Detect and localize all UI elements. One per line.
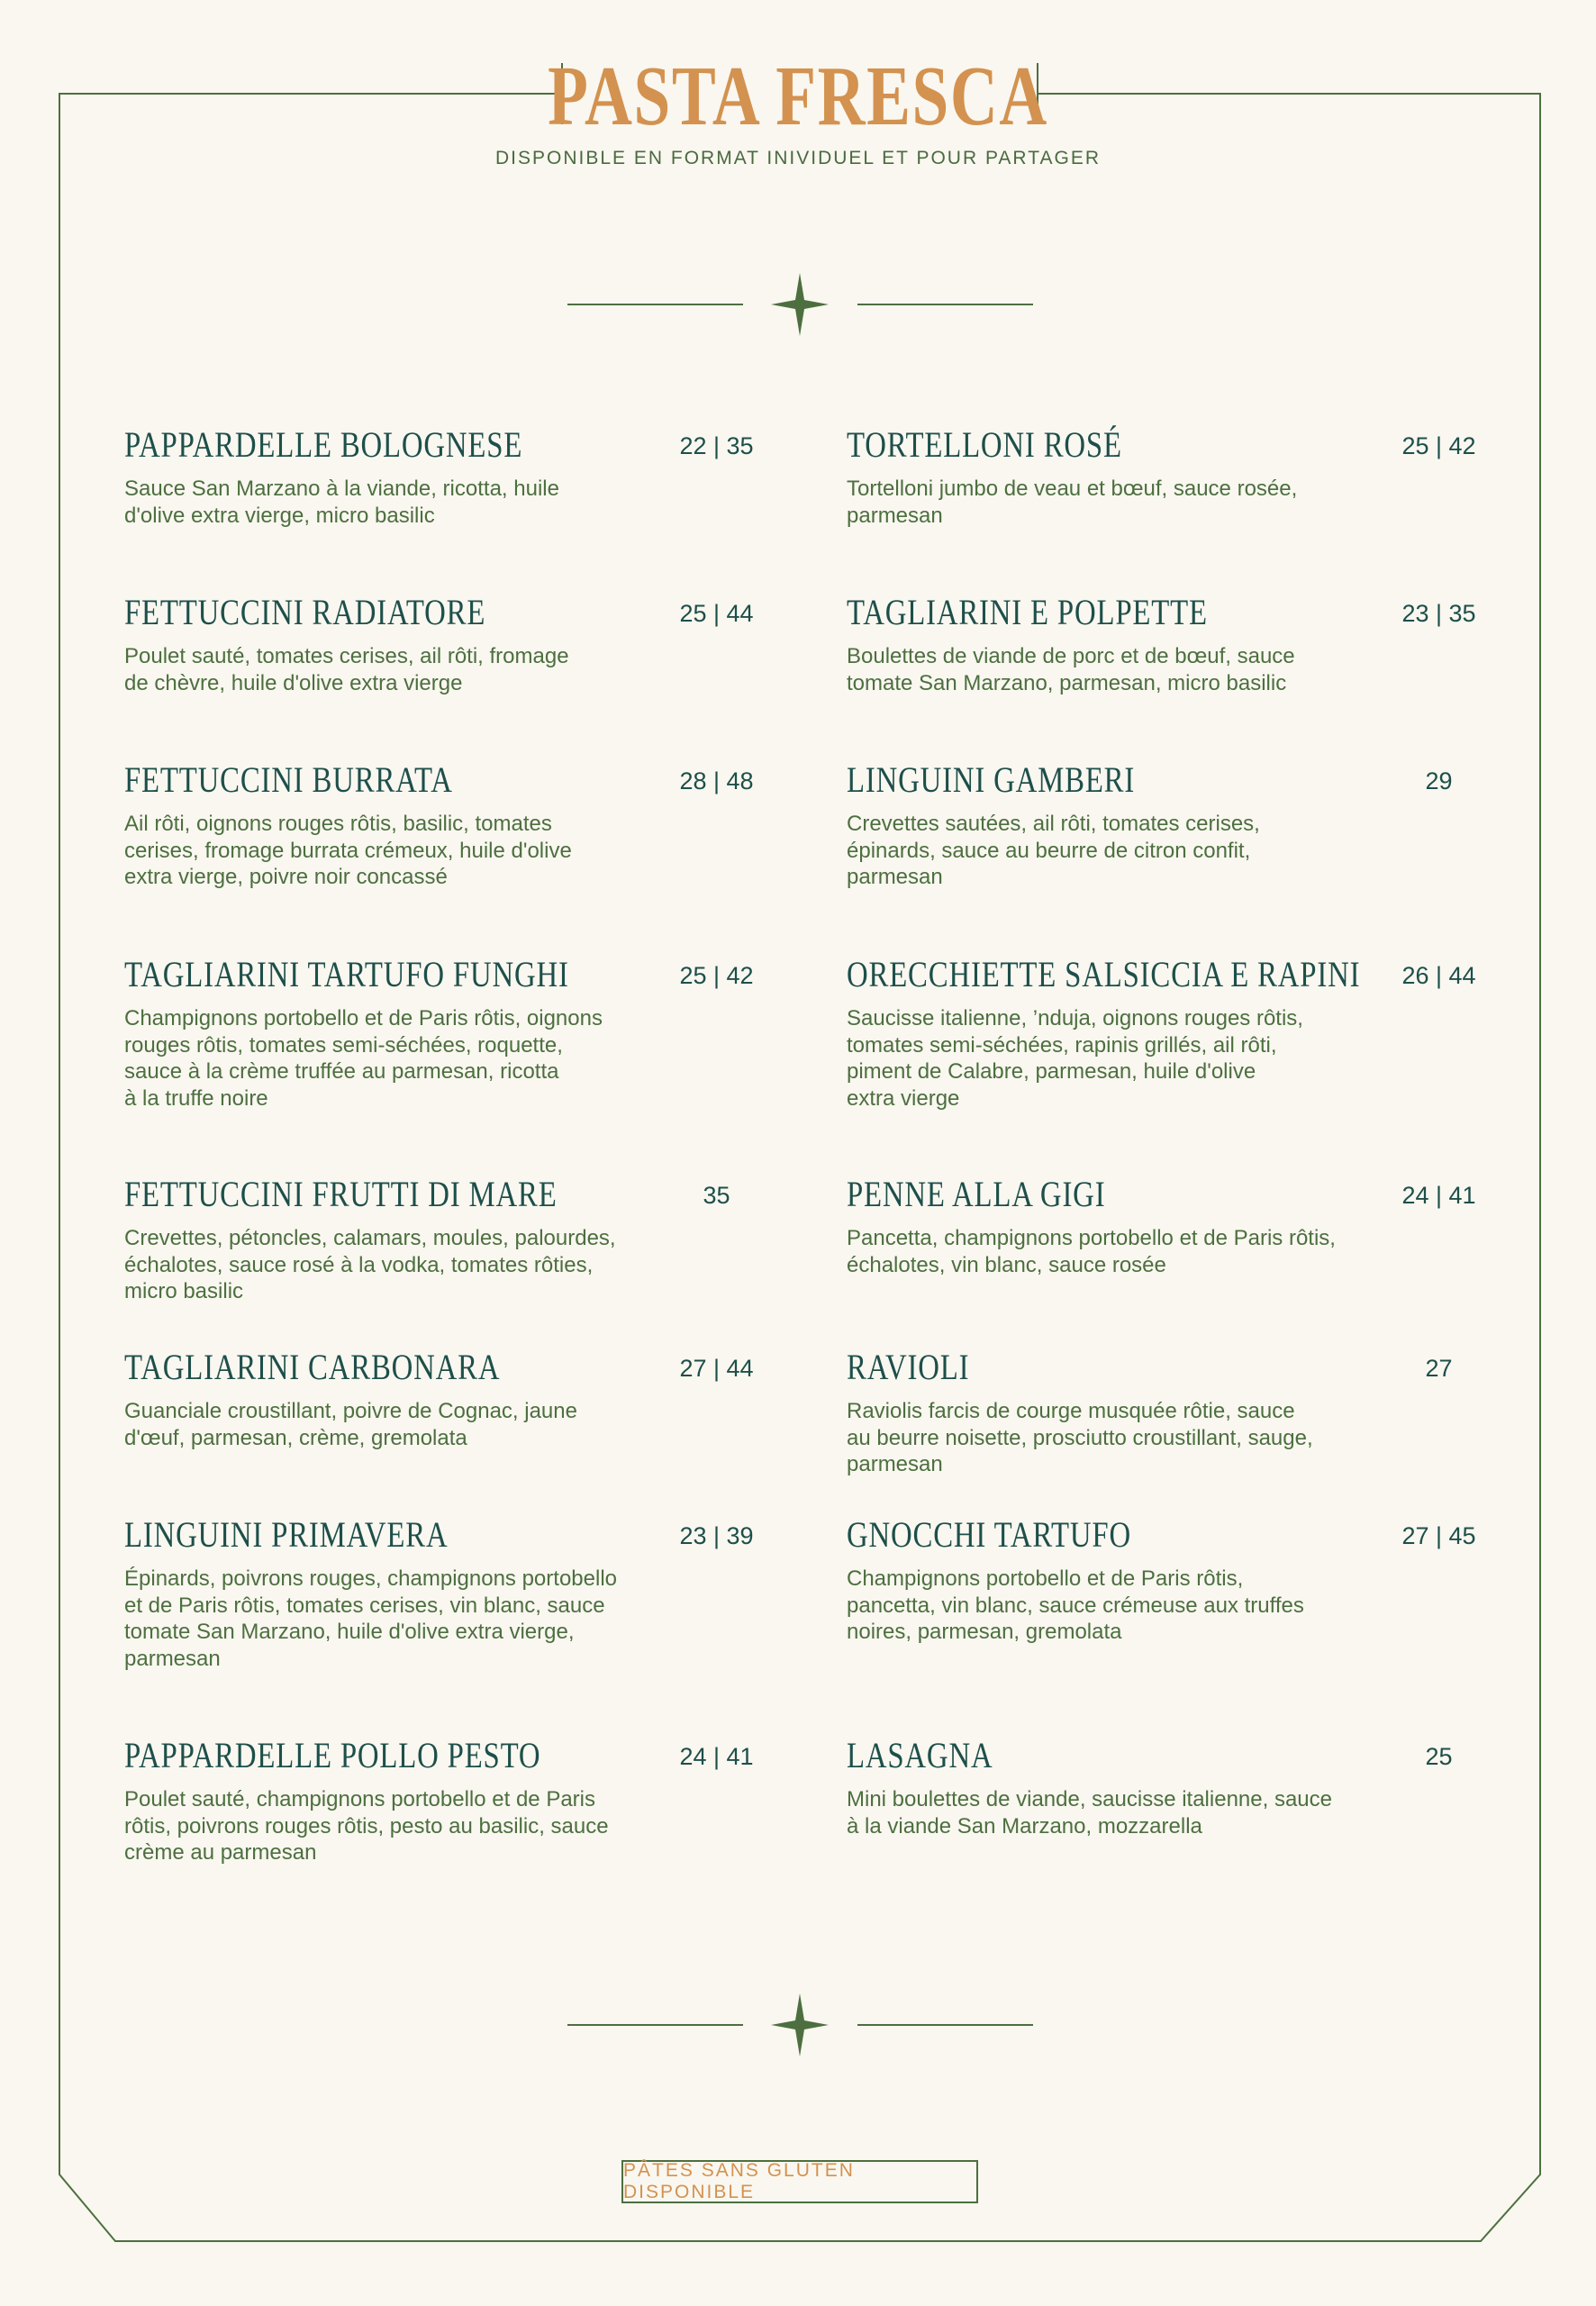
item-name: LINGUINI PRIMAVERA xyxy=(124,1514,449,1555)
item-price: 23 | 39 xyxy=(679,1522,754,1549)
menu-item xyxy=(124,1173,773,1353)
menu-item xyxy=(124,1346,773,1526)
item-price: 35 xyxy=(703,1182,730,1209)
item-price: 25 | 42 xyxy=(679,962,754,989)
item-description: Guanciale croustillant, poivre de Cognac, jaune d'œuf, parmesan, crème, gremolata xyxy=(124,1399,577,1450)
item-name: GNOCCHI TARTUFO xyxy=(847,1514,1131,1555)
item-name: PAPPARDELLE POLLO PESTO xyxy=(124,1735,541,1775)
menu-item xyxy=(847,1513,1495,1693)
item-description: Poulet sauté, tomates cerises, ail rôti, fromage de chèvre, huile d'olive extra vierge xyxy=(124,644,569,695)
item-price: 24 | 41 xyxy=(679,1743,754,1770)
item-description: Sauce San Marzano à la viande, ricotta, huile d'olive extra vierge, micro basilic xyxy=(124,477,559,528)
menu-item xyxy=(847,423,1495,604)
item-price: 25 | 42 xyxy=(1401,432,1476,459)
item-name: FETTUCCINI RADIATORE xyxy=(124,592,486,632)
item-price: 28 | 48 xyxy=(679,767,754,794)
item-description: Mini boulettes de viande, saucisse italienne, sauce à la viande San Marzano, mozzarella xyxy=(847,1787,1332,1838)
item-name: LINGUINI GAMBERI xyxy=(847,759,1136,800)
item-price: 27 | 45 xyxy=(1401,1522,1476,1549)
item-description: Champignons portobello et de Paris rôtis, oignons rouges rôtis, tomates semi-séchées, roquette, sauce à la crème truffée au parmesan, ricotta à la truffe noire xyxy=(124,1006,603,1111)
menu-item xyxy=(124,953,773,1133)
top-divider xyxy=(567,273,1033,336)
star-ornament-icon xyxy=(771,1993,829,2056)
item-name: TAGLIARINI TARTUFO FUNGHI xyxy=(124,954,569,994)
menu-item xyxy=(124,758,773,939)
menu-item xyxy=(847,591,1495,771)
item-name: RAVIOLI xyxy=(847,1347,970,1387)
item-name: TAGLIARINI E POLPETTE xyxy=(847,592,1208,632)
item-name: ORECCHIETTE SALSICCIA E RAPINI xyxy=(847,954,1361,994)
item-description: Saucisse italienne, ’nduja, oignons rouges rôtis, tomates semi-séchées, rapinis grillés, ail rôti, piment de Calabre, parmesan, huile d'olive extra vierge xyxy=(847,1006,1303,1111)
menu-item xyxy=(124,1513,773,1693)
item-price: 25 | 44 xyxy=(679,600,754,627)
menu-item xyxy=(124,591,773,771)
menu-item xyxy=(124,423,773,604)
item-name: TORTELLONI ROSÉ xyxy=(847,424,1122,465)
item-description: Crevettes sautées, ail rôti, tomates cerises, épinards, sauce au beurre de citron confit, parmesan xyxy=(847,812,1260,889)
item-description: Crevettes, pétoncles, calamars, moules, palourdes, échalotes, sauce rosé à la vodka, tomates rôties, micro basilic xyxy=(124,1226,616,1303)
item-price: 24 | 41 xyxy=(1401,1182,1476,1209)
item-description: Ail rôti, oignons rouges rôtis, basilic, tomates cerises, fromage burrata crémeux, huile d'olive extra vierge, poivre noir concassé xyxy=(124,812,572,889)
page-title: PASTA FRESCA xyxy=(548,50,1048,143)
menu-item xyxy=(847,1173,1495,1353)
star-ornament-icon xyxy=(771,273,829,336)
menu-item xyxy=(847,758,1495,939)
item-price: 26 | 44 xyxy=(1401,962,1476,989)
page-subtitle: DISPONIBLE EN FORMAT INIVIDUEL ET POUR PARTAGER xyxy=(494,148,1101,168)
item-name: FETTUCCINI FRUTTI DI MARE xyxy=(124,1174,558,1214)
item-description: Champignons portobello et de Paris rôtis, pancetta, vin blanc, sauce crémeuse aux truffes noires, parmesan, gremolata xyxy=(847,1566,1304,1644)
menu-item xyxy=(847,1734,1495,1914)
item-name: TAGLIARINI CARBONARA xyxy=(124,1347,501,1387)
item-name: FETTUCCINI BURRATA xyxy=(124,759,453,800)
item-price: 25 xyxy=(1425,1743,1453,1770)
item-price: 29 xyxy=(1425,767,1453,794)
item-description: Raviolis farcis de courge musquée rôtie, sauce au beurre noisette, prosciutto croustillant, sauge, parmesan xyxy=(847,1399,1313,1476)
item-description: Tortelloni jumbo de veau et bœuf, sauce rosée, parmesan xyxy=(847,477,1298,528)
bottom-divider xyxy=(567,1993,1033,2056)
item-description: Poulet sauté, champignons portobello et de Paris rôtis, poivrons rouges rôtis, pesto au basilic, sauce crème au parmesan xyxy=(124,1787,609,1865)
menu-item xyxy=(847,1346,1495,1526)
gluten-free-note: PÂTES SANS GLUTEN DISPONIBLE xyxy=(621,2160,978,2203)
item-name: LASAGNA xyxy=(847,1735,993,1775)
menu-item xyxy=(847,953,1495,1133)
item-price: 22 | 35 xyxy=(679,432,754,459)
item-description: Boulettes de viande de porc et de bœuf, sauce tomate San Marzano, parmesan, micro basilic xyxy=(847,644,1295,695)
item-name: PENNE ALLA GIGI xyxy=(847,1174,1106,1214)
item-description: Épinards, poivrons rouges, champignons portobello et de Paris rôtis, tomates cerises, vin blanc, sauce tomate San Marzano, huile d'olive extra vierge, parmesan xyxy=(124,1566,617,1671)
item-description: Pancetta, champignons portobello et de Paris rôtis, échalotes, vin blanc, sauce rosée xyxy=(847,1226,1336,1277)
menu-item xyxy=(124,1734,773,1914)
item-price: 23 | 35 xyxy=(1401,600,1476,627)
item-name: PAPPARDELLE BOLOGNESE xyxy=(124,424,523,465)
item-price: 27 | 44 xyxy=(679,1355,754,1382)
item-price: 27 xyxy=(1425,1355,1453,1382)
